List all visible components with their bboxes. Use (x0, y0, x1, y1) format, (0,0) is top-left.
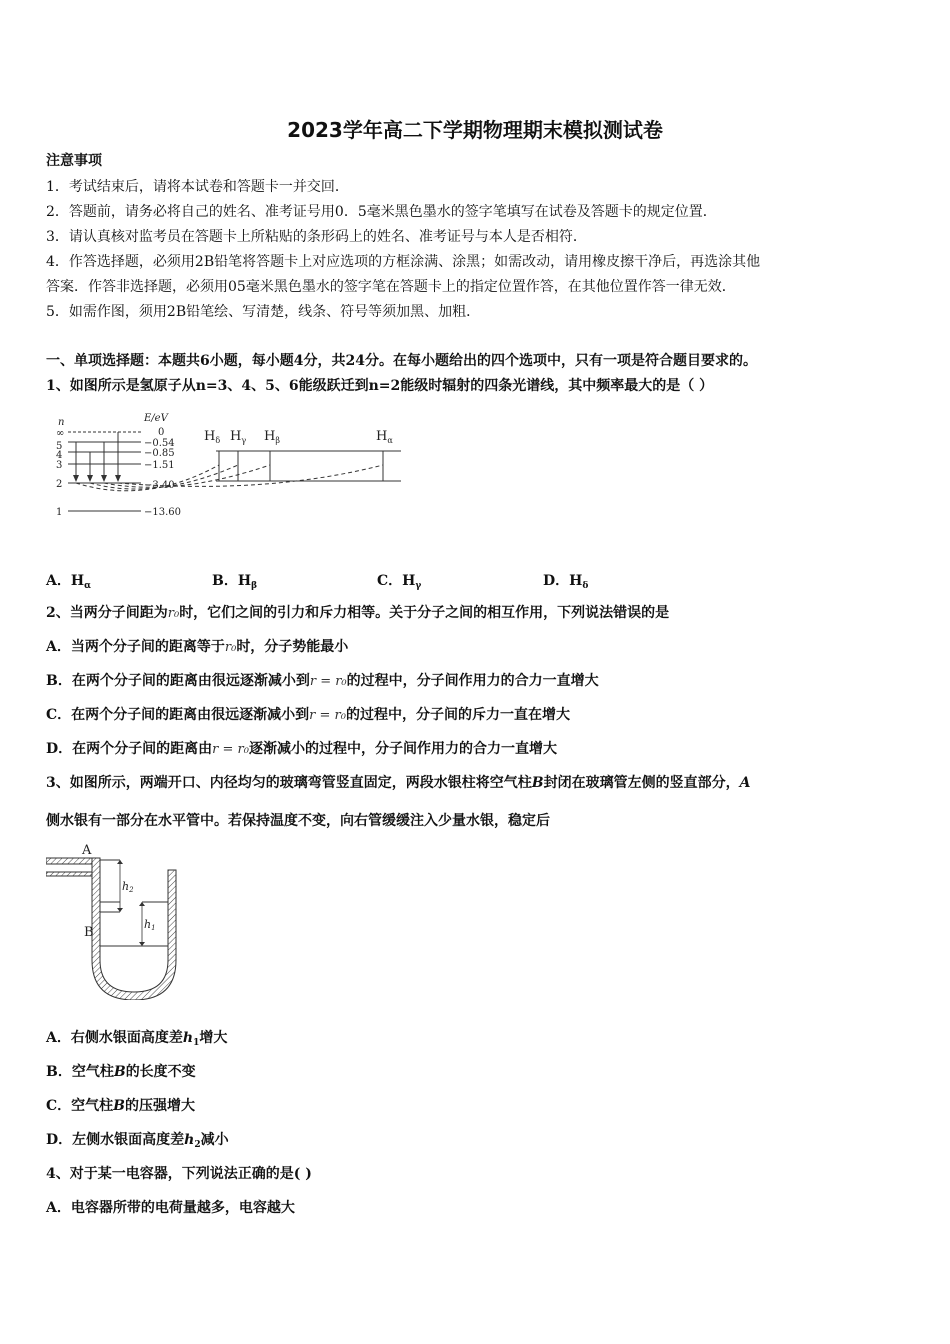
label-a: A (82, 843, 92, 858)
level-e: −1.51 (144, 460, 175, 471)
q2-option-d[interactable]: D．在两个分子间的距离由r = r₀逐渐减小的过程中，分子间作用力的合力一直增大 (46, 741, 557, 757)
notice-item: 3．请认真核对监考员在答题卡上所粘贴的条形码上的姓名、准考证号与本人是否相符． (46, 229, 587, 245)
svg-text:Hδ: $H_\delta$ (204, 429, 221, 445)
axis-e-label: E/eV (144, 413, 168, 424)
level-n: 2 (56, 479, 63, 490)
spectral-line-label: H (264, 429, 276, 444)
svg-text:Hβ: $H_\beta$ (264, 429, 280, 445)
svg-text:h1: h1 (144, 918, 156, 932)
q2-stem: 2、当两分子间距为r₀时，它们之间的引力和斥力相等。关于分子之间的相互作用，下列说法错误的是 (46, 605, 670, 621)
q4-option-a[interactable]: A．电容器所带的电荷量越多，电容越大 (46, 1200, 295, 1216)
q3-option-a[interactable]: A．右侧水银面高度差$h_1$增大 (46, 1030, 228, 1048)
level-e: −3.40 (144, 480, 175, 491)
label-b: B (84, 925, 94, 940)
spectral-line-label: H (376, 429, 388, 444)
svg-text:h2: h2 (122, 880, 134, 894)
spectral-line-label: H (230, 429, 242, 444)
q1-option-c[interactable]: C．$H_\gamma$ (377, 573, 422, 591)
q1-option-d[interactable]: D．$H_\delta$ (543, 573, 589, 591)
section-heading: 一、单项选择题：本题共6小题，每小题4分，共24分。在每小题给出的四个选项中，只有一项是符合题目要求的。 (46, 353, 757, 369)
q2-option-a[interactable]: A．当两个分子间的距离等于r₀时，分子势能最小 (46, 639, 349, 655)
level-e: −13.60 (144, 507, 182, 518)
q3-option-c[interactable]: C．空气柱B的压强增大 (46, 1098, 195, 1114)
level-n: 1 (56, 507, 63, 518)
level-e: −0.54 (144, 438, 175, 449)
level-n: 3 (56, 460, 63, 471)
level-e: −0.85 (144, 448, 175, 459)
level-e: 0 (158, 427, 165, 438)
svg-text:Hα: $H_\alpha$ (376, 429, 393, 445)
q4-stem: 4、对于某一电容器，下列说法正确的是( ) (46, 1166, 312, 1182)
q1-option-b[interactable]: B．$H_\beta$ (212, 573, 258, 591)
energy-level-diagram (46, 405, 416, 525)
notice-heading: 注意事项 (46, 153, 102, 169)
label-h1: h (144, 918, 152, 931)
q2-option-b[interactable]: B．在两个分子间的距离由很远逐渐减小到r = r₀的过程中，分子间作用力的合力一直增大 (46, 673, 599, 689)
level-n: 4 (56, 450, 63, 461)
level-n: 5 (56, 441, 63, 452)
label-h2: h (122, 880, 130, 893)
q3-stem-line2: 侧水银有一部分在水平管中。若保持温度不变，向右管缓缓注入少量水银，稳定后 (46, 813, 550, 829)
u-tube-diagram (46, 840, 186, 1000)
notice-item: 2．答题前，请务必将自己的姓名、准考证号用0．5毫米黑色墨水的签字笔填写在试卷及答题卡的规定位置． (46, 204, 717, 220)
q1-option-a[interactable]: A．$H_\alpha$ (46, 573, 92, 591)
page-title: 2023学年高二下学期物理期末模拟测试卷 (287, 118, 663, 142)
svg-text:Hγ: $H_\gamma$ (230, 429, 247, 445)
notice-item: 4．作答选择题，必须用2B铅笔将答题卡上对应选项的方框涂满、涂黑；如需改动，请用橡皮擦干净后，再选涂其他 (46, 254, 761, 270)
notice-item: 1．考试结束后，请将本试卷和答题卡一并交回． (46, 179, 349, 195)
axis-n-label: n (58, 417, 65, 428)
notice-item: 5．如需作图，须用2B铅笔绘、写清楚，线条、符号等须加黑、加粗． (46, 304, 481, 320)
q1-stem: 1、如图所示是氢原子从n=3、4、5、6能级跃迁到n=2能级时辐射的四条光谱线，其中频率最大的是（ ） (46, 378, 714, 394)
q3-stem-line1: 3、如图所示，两端开口、内径均匀的玻璃弯管竖直固定，两段水银柱将空气柱B封闭在玻璃管左侧的竖直部分，A (46, 775, 751, 791)
spectral-line-label: H (204, 429, 216, 444)
q3-option-b[interactable]: B．空气柱B的长度不变 (46, 1064, 196, 1080)
q3-option-d[interactable]: D．左侧水银面高度差$h_2$减小 (46, 1132, 229, 1150)
q2-option-c[interactable]: C．在两个分子间的距离由很远逐渐减小到r = r₀的过程中，分子间的斥力一直在增大 (46, 707, 570, 723)
level-n: ∞ (56, 428, 65, 439)
notice-item: 答案．作答非选择题，必须用05毫米黑色墨水的签字笔在答题卡上的指定位置作答，在其他位置作答一律无效． (46, 279, 736, 295)
